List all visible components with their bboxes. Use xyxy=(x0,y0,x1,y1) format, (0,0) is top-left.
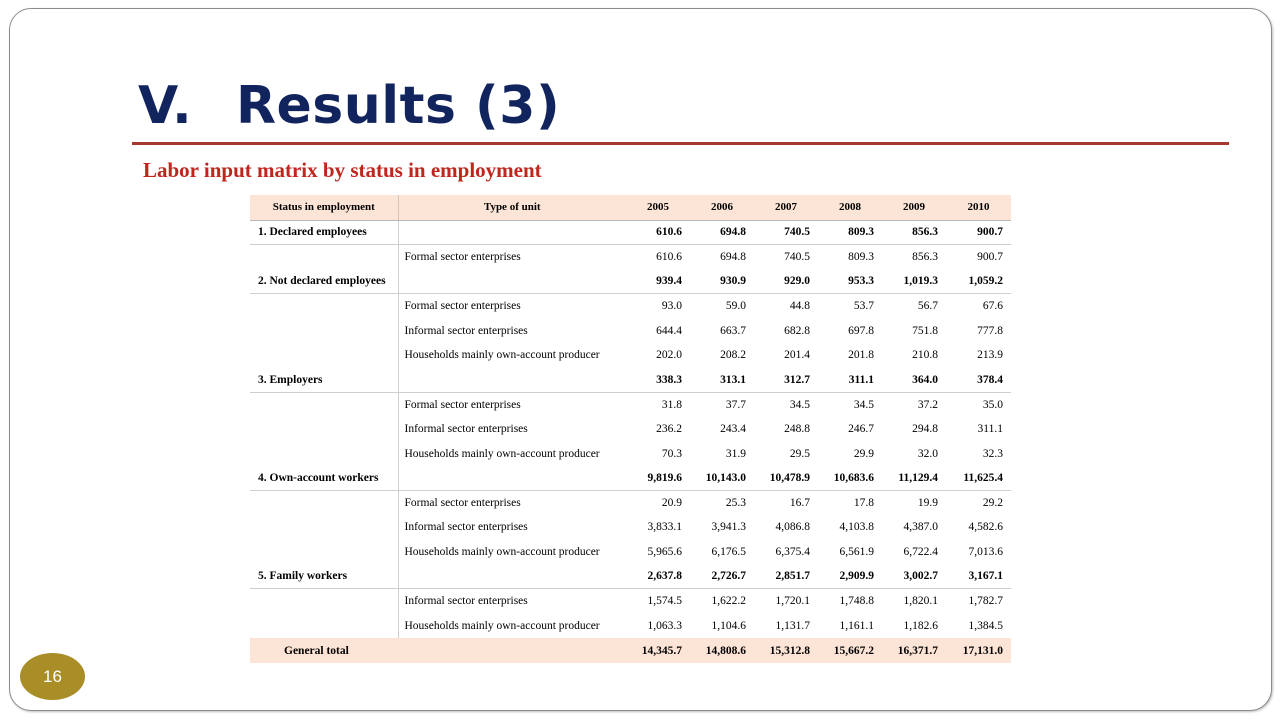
type-of-unit-cell xyxy=(398,368,626,393)
value-cell: 1,574.5 xyxy=(647,595,682,608)
page-number: 16 xyxy=(43,666,62,686)
value-cell: 2,637.8 xyxy=(626,564,690,589)
value-cell: 11,129.4 xyxy=(882,466,946,491)
type-of-unit-cell xyxy=(398,269,626,294)
value-cell: 243.4 xyxy=(720,423,746,436)
value-cell: 1,782.7 xyxy=(968,595,1003,608)
header-type-of-unit: Type of unit xyxy=(398,195,626,220)
value-cell: 1,131.7 xyxy=(775,619,810,632)
table-row xyxy=(250,343,1011,368)
value-cell: 10,683.6 xyxy=(818,466,882,491)
value-cell: 208.2 xyxy=(720,349,746,362)
header-status: Status in employment xyxy=(250,195,398,220)
value-cell: 610.6 xyxy=(656,251,682,264)
table-row xyxy=(250,417,1011,442)
status-cell xyxy=(250,614,398,639)
value-cell: 34.5 xyxy=(789,398,810,411)
value-cell: 694.8 xyxy=(690,220,754,245)
value-cell: 6,561.9 xyxy=(839,546,874,559)
value-cell: 856.3 xyxy=(912,251,938,264)
value-cell: 32.0 xyxy=(917,447,938,460)
value-cell: 6,375.4 xyxy=(775,546,810,559)
type-of-unit-cell: Households mainly own-account producer xyxy=(398,343,626,368)
value-cell: 32.3 xyxy=(982,447,1003,460)
table-row xyxy=(250,491,1011,516)
header-2009: 2009 xyxy=(882,195,946,220)
value-cell: 1,384.5 xyxy=(968,619,1003,632)
value-cell: 15,667.2 xyxy=(818,638,882,663)
status-cell xyxy=(250,441,398,466)
value-cell: 2,726.7 xyxy=(690,564,754,589)
slide-title xyxy=(138,76,560,136)
value-cell: 364.0 xyxy=(882,368,946,393)
type-of-unit-cell: Households mainly own-account producer xyxy=(398,540,626,565)
value-cell: 338.3 xyxy=(626,368,690,393)
value-cell: 14,345.7 xyxy=(626,638,690,663)
value-cell: 4,086.8 xyxy=(775,521,810,534)
table-row xyxy=(250,318,1011,343)
value-cell: 740.5 xyxy=(754,220,818,245)
value-cell: 16,371.7 xyxy=(882,638,946,663)
value-cell: 3,002.7 xyxy=(882,564,946,589)
value-cell: 1,720.1 xyxy=(775,595,810,608)
value-cell: 663.7 xyxy=(720,324,746,337)
value-cell: 59.0 xyxy=(725,300,746,313)
value-cell: 11,625.4 xyxy=(946,466,1011,491)
value-cell: 9,819.6 xyxy=(626,466,690,491)
table-row xyxy=(250,540,1011,565)
value-cell: 10,478.9 xyxy=(754,466,818,491)
value-cell: 809.3 xyxy=(818,220,882,245)
value-cell: 900.7 xyxy=(946,220,1011,245)
status-cell xyxy=(250,294,398,319)
value-cell: 644.4 xyxy=(656,324,682,337)
value-cell: 4,582.6 xyxy=(968,521,1003,534)
value-cell: 17,131.0 xyxy=(946,638,1011,663)
value-cell: 20.9 xyxy=(661,497,682,510)
value-cell: 856.3 xyxy=(882,220,946,245)
value-cell: 1,063.3 xyxy=(647,619,682,632)
value-cell: 15,312.8 xyxy=(754,638,818,663)
value-cell: 1,059.2 xyxy=(946,269,1011,294)
value-cell: 37.7 xyxy=(725,398,746,411)
value-cell: 313.1 xyxy=(690,368,754,393)
group-row xyxy=(250,466,1011,491)
type-of-unit-cell: Formal sector enterprises xyxy=(398,294,626,319)
value-cell: 2,909.9 xyxy=(818,564,882,589)
value-cell: 311.1 xyxy=(977,423,1003,436)
value-cell: 1,748.8 xyxy=(839,595,874,608)
value-cell: 697.8 xyxy=(848,324,874,337)
type-of-unit-cell: Informal sector enterprises xyxy=(398,589,626,614)
value-cell: 17.8 xyxy=(853,497,874,510)
value-cell: 70.3 xyxy=(661,447,682,460)
title-number: V. xyxy=(138,76,193,136)
value-cell: 682.8 xyxy=(784,324,810,337)
value-cell: 236.2 xyxy=(656,423,682,436)
table-row xyxy=(250,441,1011,466)
type-of-unit-cell xyxy=(398,638,626,663)
value-cell: 312.7 xyxy=(754,368,818,393)
value-cell: 7,013.6 xyxy=(968,546,1003,559)
value-cell: 67.6 xyxy=(982,300,1003,313)
total-row xyxy=(250,638,1011,663)
value-cell: 31.9 xyxy=(725,447,746,460)
value-cell: 929.0 xyxy=(754,269,818,294)
status-cell xyxy=(250,491,398,516)
value-cell: 93.0 xyxy=(661,300,682,313)
type-of-unit-cell: Informal sector enterprises xyxy=(398,417,626,442)
value-cell: 44.8 xyxy=(789,300,810,313)
status-cell xyxy=(250,515,398,540)
page-number-badge xyxy=(20,653,85,700)
value-cell: 201.8 xyxy=(848,349,874,362)
value-cell: 25.3 xyxy=(725,497,746,510)
header-2008: 2008 xyxy=(818,195,882,220)
title-divider xyxy=(132,142,1229,145)
value-cell: 4,103.8 xyxy=(839,521,874,534)
value-cell: 34.5 xyxy=(853,398,874,411)
type-of-unit-cell: Households mainly own-account producer xyxy=(398,441,626,466)
value-cell: 35.0 xyxy=(982,398,1003,411)
value-cell: 29.9 xyxy=(853,447,874,460)
value-cell: 202.0 xyxy=(656,349,682,362)
value-cell: 56.7 xyxy=(917,300,938,313)
status-cell xyxy=(250,392,398,417)
value-cell: 14,808.6 xyxy=(690,638,754,663)
value-cell: 1,019.3 xyxy=(882,269,946,294)
value-cell: 311.1 xyxy=(818,368,882,393)
table-row xyxy=(250,245,1011,270)
value-cell: 809.3 xyxy=(848,251,874,264)
table-row xyxy=(250,392,1011,417)
value-cell: 201.4 xyxy=(784,349,810,362)
value-cell: 19.9 xyxy=(917,497,938,510)
group-row xyxy=(250,269,1011,294)
value-cell: 740.5 xyxy=(784,251,810,264)
value-cell: 751.8 xyxy=(912,324,938,337)
value-cell: 1,820.1 xyxy=(903,595,938,608)
value-cell: 210.8 xyxy=(912,349,938,362)
table-row xyxy=(250,515,1011,540)
status-cell xyxy=(250,318,398,343)
labor-input-matrix-table xyxy=(250,195,1011,663)
group-row xyxy=(250,220,1011,245)
value-cell: 29.5 xyxy=(789,447,810,460)
table-header-row xyxy=(250,195,1011,220)
value-cell: 294.8 xyxy=(912,423,938,436)
value-cell: 29.2 xyxy=(982,497,1003,510)
status-cell xyxy=(250,417,398,442)
type-of-unit-cell xyxy=(398,564,626,589)
type-of-unit-cell: Households mainly own-account producer xyxy=(398,614,626,639)
value-cell: 1,622.2 xyxy=(711,595,746,608)
value-cell: 37.2 xyxy=(917,398,938,411)
value-cell: 6,176.5 xyxy=(711,546,746,559)
status-cell: 1. Declared employees xyxy=(250,220,398,245)
value-cell: 1,104.6 xyxy=(711,619,746,632)
table-row xyxy=(250,589,1011,614)
value-cell: 1,161.1 xyxy=(839,619,874,632)
header-2010: 2010 xyxy=(946,195,1011,220)
value-cell: 930.9 xyxy=(690,269,754,294)
status-cell: 4. Own-account workers xyxy=(250,466,398,491)
title-text: Results (3) xyxy=(236,76,561,136)
header-2006: 2006 xyxy=(690,195,754,220)
status-cell: 2. Not declared employees xyxy=(250,269,398,294)
value-cell: 3,941.3 xyxy=(711,521,746,534)
value-cell: 213.9 xyxy=(977,349,1003,362)
header-2005: 2005 xyxy=(626,195,690,220)
value-cell: 3,167.1 xyxy=(946,564,1011,589)
status-cell: 5. Family workers xyxy=(250,564,398,589)
status-cell: 3. Employers xyxy=(250,368,398,393)
value-cell: 3,833.1 xyxy=(647,521,682,534)
value-cell: 246.7 xyxy=(848,423,874,436)
type-of-unit-cell xyxy=(398,220,626,245)
value-cell: 6,722.4 xyxy=(903,546,938,559)
status-cell xyxy=(250,245,398,270)
group-row xyxy=(250,368,1011,393)
value-cell: 900.7 xyxy=(977,251,1003,264)
header-2007: 2007 xyxy=(754,195,818,220)
value-cell: 5,965.6 xyxy=(647,546,682,559)
value-cell: 378.4 xyxy=(946,368,1011,393)
value-cell: 2,851.7 xyxy=(754,564,818,589)
type-of-unit-cell: Informal sector enterprises xyxy=(398,318,626,343)
type-of-unit-cell: Informal sector enterprises xyxy=(398,515,626,540)
value-cell: 694.8 xyxy=(720,251,746,264)
type-of-unit-cell: Formal sector enterprises xyxy=(398,245,626,270)
table-row xyxy=(250,614,1011,639)
value-cell: 777.8 xyxy=(977,324,1003,337)
table-row xyxy=(250,294,1011,319)
value-cell: 4,387.0 xyxy=(903,521,938,534)
type-of-unit-cell xyxy=(398,466,626,491)
value-cell: 31.8 xyxy=(661,398,682,411)
value-cell: 16.7 xyxy=(789,497,810,510)
status-cell xyxy=(250,589,398,614)
value-cell: 248.8 xyxy=(784,423,810,436)
group-row xyxy=(250,564,1011,589)
type-of-unit-cell: Formal sector enterprises xyxy=(398,392,626,417)
status-cell xyxy=(250,343,398,368)
slide-subtitle: Labor input matrix by status in employment xyxy=(143,158,542,182)
value-cell: 10,143.0 xyxy=(690,466,754,491)
value-cell: 53.7 xyxy=(853,300,874,313)
value-cell: 939.4 xyxy=(626,269,690,294)
status-cell: General total xyxy=(250,638,398,663)
value-cell: 1,182.6 xyxy=(903,619,938,632)
status-cell xyxy=(250,540,398,565)
value-cell: 953.3 xyxy=(818,269,882,294)
value-cell: 610.6 xyxy=(626,220,690,245)
type-of-unit-cell: Formal sector enterprises xyxy=(398,491,626,516)
